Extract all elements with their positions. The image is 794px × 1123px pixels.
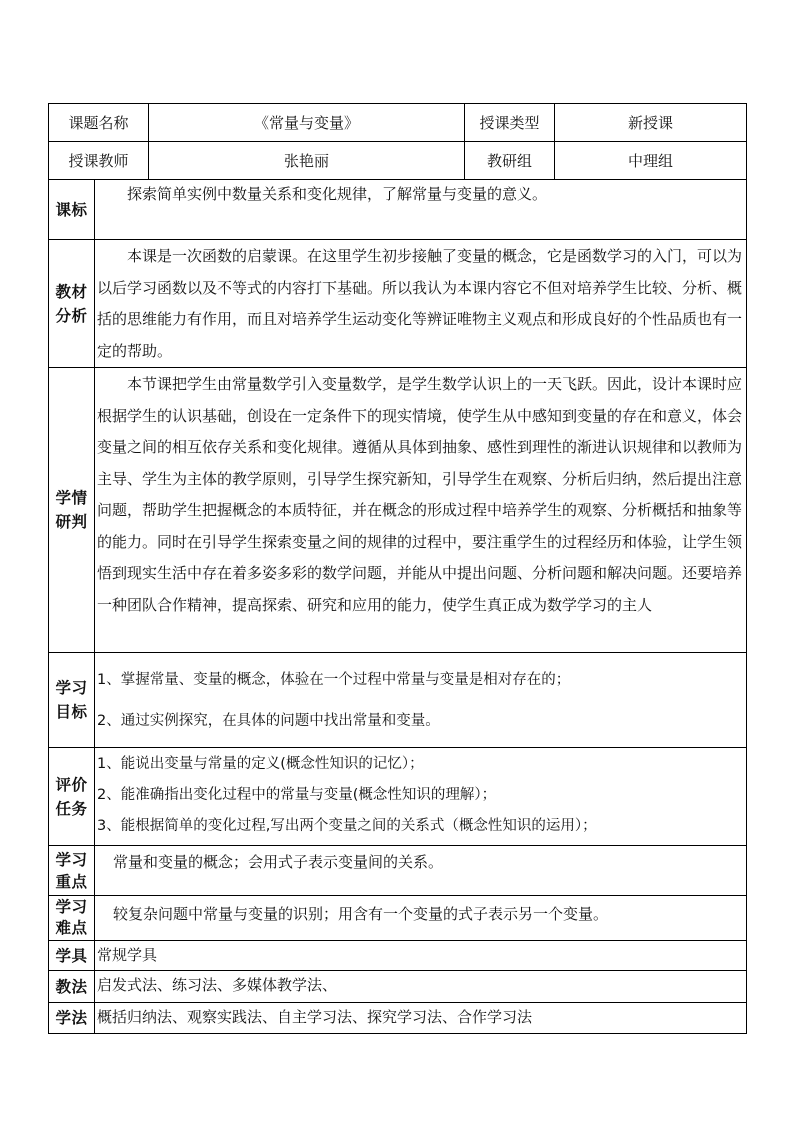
jiaofa-content — [95, 971, 747, 1003]
jiaofa-text: 启发式法、练习法、多媒体教学法、 — [97, 976, 338, 994]
pingjia-label-line2: 任务 — [55, 799, 88, 818]
nandian-label-line1: 学习 — [55, 898, 88, 916]
xuefa-content — [95, 1003, 747, 1034]
kebiao-text: 探索简单实例中数量关系和变化规律，了解常量与变量的意义。 — [127, 185, 548, 203]
zhongdian-label — [49, 846, 95, 896]
pingjia-label — [49, 748, 95, 846]
header-row-teacher — [49, 142, 747, 180]
row-jiaofa — [49, 971, 747, 1003]
xueju-text: 常规学具 — [97, 946, 158, 964]
xueju-content — [95, 941, 747, 971]
jiaocai-content — [95, 240, 747, 368]
row-xuefa — [49, 1003, 747, 1034]
nandian-text: 较复杂问题中常量与变量的识别；用含有一个变量的式子表示另一个变量。 — [113, 905, 609, 923]
row-mubiao — [49, 653, 747, 748]
pingjia-item-3: 3、能根据简单的变化过程,写出两个变量之间的关系式（概念性知识的运用）； — [97, 818, 597, 834]
header-row-course — [49, 104, 747, 142]
teacher-value: 张艳丽 — [149, 142, 465, 180]
xueqing-content — [95, 368, 747, 653]
xueqing-label-line2: 研判 — [55, 513, 88, 531]
mubiao-content — [95, 653, 747, 748]
jiaofa-label: 教法 — [49, 971, 95, 1003]
jiaocai-label-line1: 教材 — [55, 282, 88, 301]
pingjia-label-line1: 评价 — [55, 775, 88, 794]
lesson-plan-table — [48, 103, 747, 1034]
jiaocai-text: 本课是一次函数的启蒙课。在这里学生初步接触了变量的概念，它是函数学习的入门，可以为以后学习函数以及不等式的内容打下基础。所以我认为本课内容它不但对培养学生比较、分析、概括的思维能力有作用，而且对培养学生运动变化等辨证唯物主义观点和形成良好的个性品质也有一定的帮助。 — [97, 247, 743, 360]
zhongdian-label-line2: 重点 — [55, 872, 88, 891]
row-nandian — [49, 896, 747, 941]
teacher-label: 授课教师 — [49, 142, 149, 180]
mubiao-label-line2: 目标 — [55, 703, 88, 721]
row-xueju — [49, 941, 747, 971]
xuefa-label: 学法 — [49, 1003, 95, 1034]
row-xueqing — [49, 368, 747, 653]
jiaocai-label-line2: 分析 — [55, 306, 88, 325]
mubiao-item-2: 2、通过实例探究，在具体的问题中找出常量和变量。 — [97, 712, 440, 729]
mubiao-label-line1: 学习 — [55, 679, 88, 697]
jiaocai-label — [49, 240, 95, 368]
xuefa-text: 概括归纳法、观察实践法、自主学习法、探究学习法、合作学习法 — [97, 1008, 533, 1026]
lesson-type-value: 新授课 — [555, 104, 747, 142]
kebiao-content — [95, 180, 747, 240]
group-label: 教研组 — [465, 142, 555, 180]
course-name-label: 课题名称 — [49, 104, 149, 142]
nandian-content — [95, 896, 747, 941]
pingjia-item-2: 2、能准确指出变化过程中的常量与变量(概念性知识的理解）； — [97, 787, 497, 803]
pingjia-content — [95, 748, 747, 846]
zhongdian-content — [95, 846, 747, 896]
xueqing-label-line1: 学情 — [55, 489, 88, 507]
row-zhongdian — [49, 846, 747, 896]
group-value: 中理组 — [555, 142, 747, 180]
zhongdian-label-line1: 学习 — [55, 850, 88, 869]
xueqing-label — [49, 368, 95, 653]
row-kebiao — [49, 180, 747, 240]
lesson-type-label: 授课类型 — [465, 104, 555, 142]
xueju-label: 学具 — [49, 941, 95, 971]
mubiao-label — [49, 653, 95, 748]
course-name-value: 《常量与变量》 — [149, 104, 465, 142]
pingjia-item-1: 1、能说出变量与常量的定义(概念性知识的记忆）； — [97, 756, 424, 772]
nandian-label — [49, 896, 95, 941]
mubiao-item-1: 1、掌握常量、变量的概念，体验在一个过程中常量与变量是相对存在的； — [97, 671, 571, 688]
nandian-label-line2: 难点 — [55, 919, 88, 937]
row-pingjia — [49, 748, 747, 846]
kebiao-label: 课标 — [49, 180, 95, 240]
xueqing-text: 本节课把学生由常量数学引入变量数学，是学生数学认识上的一天飞跃。因此，设计本课时应根据学生的认识基础，创设在一定条件下的现实情境，使学生从中感知到变量的存在和意义，体会变量之间的相互依存关系和变化规律。遵循从具体到抽象、感性到理性的渐进认识规律和以教师为主导、学生为主体的教学原则，引导学生探究新知，引导学生在观察、分析后归纳，然后提出注意问题，帮助学生把握概念的本质特征，并在概念的形成过程中培养学生的观察、分析概括和抽象等的能力。同时在引导学生探索变量之间的规律的过程中，要注重学生的过程经历和体验，让学生领悟到现实生活中存在着多姿多彩的数学问题，并能从中提出问题、分析问题和解决问题。还要培养一种团队合作精神，提高探索、研究和应用的能力，使学生真正成为数学学习的主人 — [97, 375, 743, 614]
lesson-plan-page — [48, 103, 746, 1034]
row-jiaocai — [49, 240, 747, 368]
zhongdian-text: 常量和变量的概念；会用式子表示变量间的关系。 — [113, 853, 444, 871]
